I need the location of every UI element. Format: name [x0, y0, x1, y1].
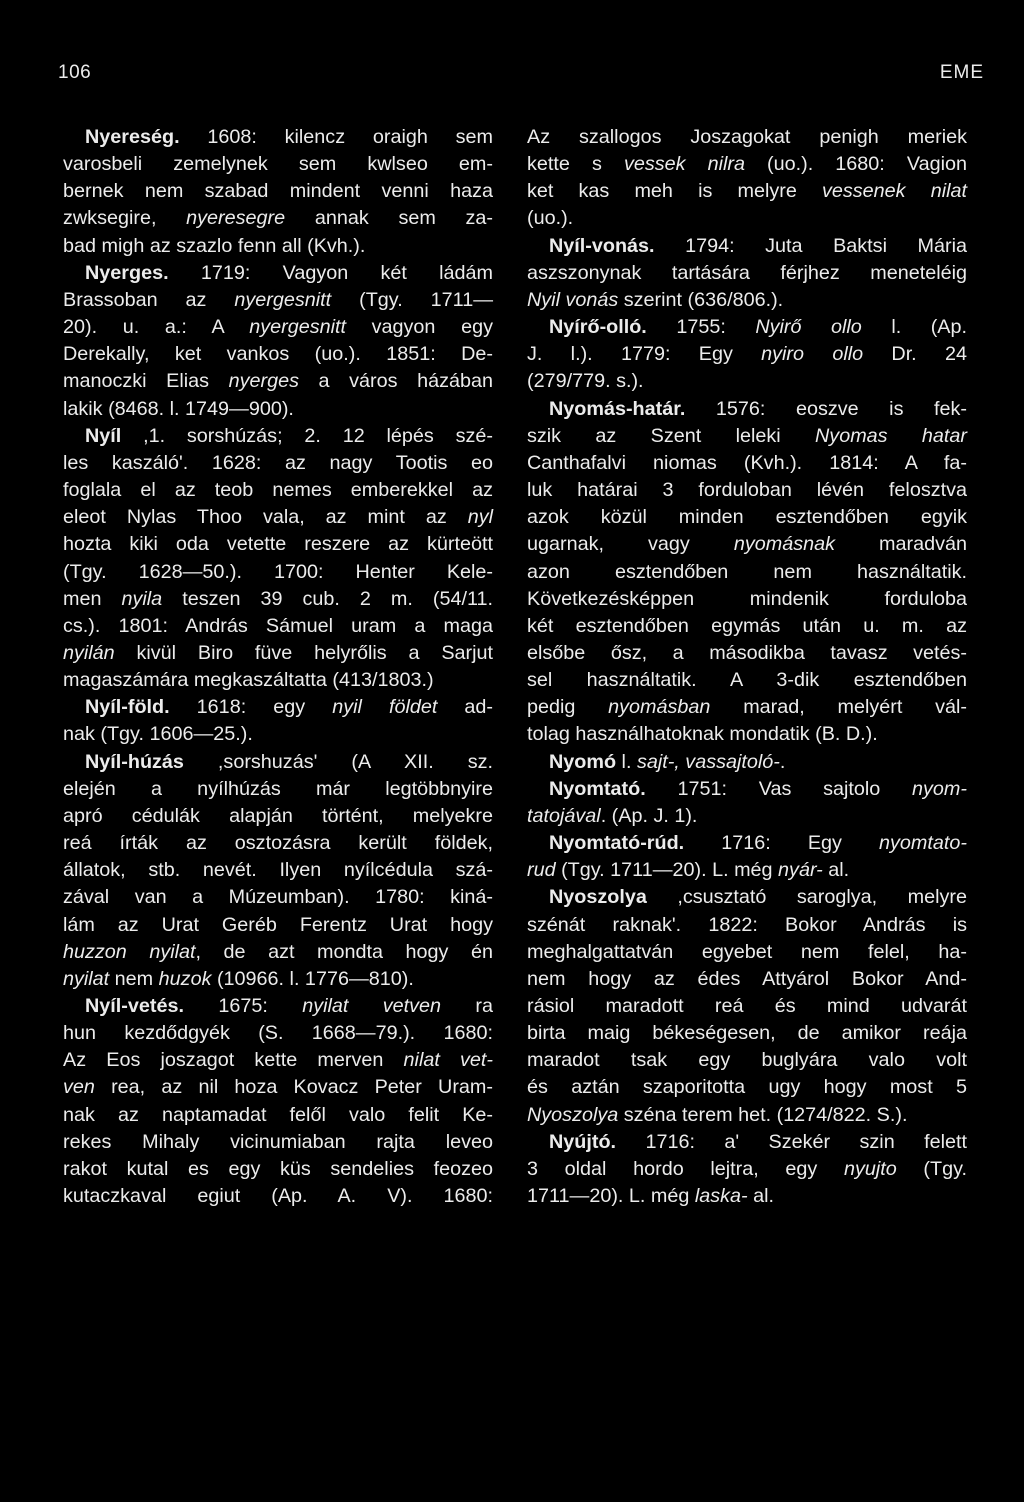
- text-line: [527, 966, 967, 993]
- text-run: rakot kutal es egy küs sendelies feozeo: [63, 1157, 493, 1180]
- text-run: (Tgy. 1711—: [331, 288, 493, 311]
- text-run: aszszonynak tartására férjhez meneteléig: [527, 261, 967, 284]
- text-run: maradot tsak egy buglyára valo volt: [527, 1049, 967, 1072]
- text-line: [63, 993, 493, 1020]
- text-line: [63, 667, 493, 694]
- text-run: Dr. 24: [863, 343, 967, 366]
- text-run: két esztendőben egymás után u. m. az: [527, 614, 967, 637]
- text-run: 1716: Egy: [684, 832, 880, 855]
- text-run: bad migh az szazlo fenn all (Kvh.).: [63, 234, 366, 257]
- italic-term: nyomásban: [608, 696, 711, 719]
- text-line: [527, 586, 967, 613]
- text-run: l.: [616, 750, 637, 773]
- entry-headword: Nyoszolya: [549, 886, 647, 909]
- text-line: [527, 559, 967, 586]
- text-line: [63, 260, 493, 287]
- text-run: magaszámára megkaszáltatta (413/1803.): [63, 669, 434, 692]
- text-run: rea, az nil hoza Kovacz Peter Uram-: [94, 1076, 493, 1099]
- text-line: [63, 613, 493, 640]
- italic-term: nyilat vetven: [302, 995, 442, 1017]
- text-line: [527, 1156, 967, 1183]
- text-run: l. (Ap.: [861, 316, 967, 339]
- text-line: [63, 830, 493, 857]
- italic-term: rud: [527, 859, 556, 882]
- text-run: elsőbe ősz, a másodikba tavasz vetés-: [527, 641, 967, 664]
- text-run: 1755:: [646, 316, 756, 339]
- italic-term: nyár-: [778, 859, 823, 882]
- italic-term: nyomtato-: [879, 832, 967, 855]
- text-run: vagyon egy: [345, 316, 493, 339]
- text-line: [527, 694, 967, 721]
- text-run: ad-: [437, 696, 493, 719]
- text-line: [63, 721, 493, 748]
- entry-headword: Nyomtató.: [549, 777, 646, 800]
- italic-term: Nyil vonás: [527, 288, 619, 311]
- text-run: zával van a Múzeumban). 1780: kiná-: [63, 886, 493, 909]
- italic-term: huzzon nyilat: [63, 940, 196, 963]
- text-line: [527, 1074, 967, 1101]
- text-line: [527, 803, 967, 830]
- text-run: 1608: kilencz oraigh sem: [179, 126, 493, 148]
- entry-headword: Nyíl-vetés.: [85, 995, 184, 1017]
- text-run: lám az Urat Geréb Ferentz Urat hogy: [63, 913, 493, 936]
- text-run: szénát raknak'. 1822: Bokor András is: [527, 913, 967, 936]
- italic-term: nyilán: [63, 641, 115, 664]
- text-run: ugarnak, vagy: [527, 533, 734, 556]
- text-run: Derekally, ket vankos (uo.). 1851: De-: [63, 343, 493, 366]
- text-run: men: [63, 587, 122, 610]
- text-line: [527, 884, 967, 911]
- text-run: 1618: egy: [169, 696, 333, 719]
- text-run: nem: [109, 967, 159, 990]
- text-line: [527, 1183, 967, 1210]
- text-run: szik az Szent leleki: [527, 424, 816, 447]
- right-column: [527, 124, 967, 1210]
- text-run: 20). u. a.: A: [63, 316, 250, 339]
- text-run: (279/779. s.).: [527, 370, 644, 393]
- text-run: ,1. sorshúzás; 2. 12 lépés szé-: [121, 424, 493, 447]
- text-line: [63, 396, 493, 423]
- text-line: [527, 287, 967, 314]
- text-line: [63, 477, 493, 504]
- text-line: [63, 640, 493, 667]
- text-run: kutaczkaval egiut (Ap. A. V). 1680:: [63, 1185, 493, 1208]
- entry-headword: Nyereség.: [85, 126, 180, 148]
- text-line: [63, 884, 493, 911]
- text-line: [527, 423, 967, 450]
- entry-headword: Nyíl-föld.: [85, 696, 170, 719]
- text-line: [527, 260, 967, 287]
- text-run: 1751: Vas sajtolo: [645, 777, 913, 800]
- text-run: hozta kiki oda vetette reszere az kürteött: [63, 533, 493, 556]
- text-line: [63, 586, 493, 613]
- text-run: (uo.).: [527, 207, 574, 230]
- text-run: ket kas meh is melyre: [527, 180, 822, 203]
- text-line: [527, 749, 967, 776]
- text-run: cs.). 1801: András Sámuel uram a maga: [63, 614, 493, 637]
- text-run: hun kezdődgyék (S. 1668—79.). 1680:: [63, 1022, 493, 1045]
- text-run: ,sorshuzás' (A XII. sz.: [183, 750, 493, 773]
- text-line: [527, 504, 967, 531]
- entry-headword: Nyíl-húzás: [85, 750, 184, 773]
- text-run: Az Eos joszagot kette merven: [63, 1049, 404, 1072]
- text-line: [63, 1183, 493, 1210]
- text-run: széna terem het. (1274/822. S.).: [618, 1103, 908, 1126]
- text-run: azok közül minden esztendőben egyik: [527, 506, 967, 529]
- text-run: kette s: [527, 153, 624, 176]
- text-run: pedig: [527, 696, 609, 719]
- text-line: [527, 450, 967, 477]
- text-line: [527, 151, 967, 178]
- italic-term: laska-: [694, 1185, 748, 1208]
- entry-headword: Nyírő-olló.: [549, 316, 647, 339]
- text-run: a város házában: [298, 370, 493, 393]
- italic-term: Nyomas hatar: [815, 424, 967, 447]
- text-run: meghalgattatván egyebet nem felel, ha-: [527, 940, 967, 963]
- text-run: eleot Nylas Thoo vala, az mint az: [63, 506, 468, 529]
- text-run: apró cédulák alapján történt, melyekre: [63, 804, 493, 827]
- text-run: . (Ap. J. 1).: [600, 804, 698, 827]
- text-line: [63, 341, 493, 368]
- entry-headword: Nyomó: [549, 750, 617, 773]
- italic-term: nilat vet-: [403, 1049, 493, 1072]
- italic-term: nyergesnitt: [249, 316, 346, 339]
- text-line: [63, 151, 493, 178]
- text-line: [527, 830, 967, 857]
- text-run: (Tgy. 1711—20). L. még: [555, 859, 779, 882]
- italic-term: vessenek nilat: [822, 180, 967, 203]
- text-line: [63, 966, 493, 993]
- text-run: bernek nem szabad mindent venni haza: [63, 180, 493, 203]
- italic-term: Nyoszolya: [527, 1103, 619, 1126]
- italic-term: nyil földet: [332, 696, 438, 719]
- text-run: Canthafalvi niomas (Kvh.). 1814: A fa-: [527, 451, 967, 474]
- text-line: [63, 912, 493, 939]
- italic-term: huzok: [158, 967, 212, 990]
- text-line: [527, 178, 967, 205]
- italic-term: nyomásnak: [733, 533, 835, 556]
- italic-term: nyergesnitt: [234, 288, 332, 311]
- text-run: ,csusztató saroglya, melyre: [646, 886, 967, 909]
- text-line: [527, 1102, 967, 1129]
- entry-headword: Nyújtó.: [549, 1130, 617, 1153]
- text-run: lakik (8468. l. 1749—900).: [63, 397, 294, 420]
- text-run: foglala el az teob nemes emberekkel az: [63, 479, 493, 502]
- text-line: [63, 531, 493, 558]
- text-run: Következésképpen mindenik forduloba: [527, 587, 967, 610]
- text-run: (uo.). 1680: Vagion: [744, 153, 967, 176]
- text-line: [527, 640, 967, 667]
- text-run: reá írták az osztozásra került földek,: [63, 832, 493, 855]
- text-line: [527, 613, 967, 640]
- text-run: .: [779, 750, 786, 773]
- entry-headword: Nyomtató-rúd.: [549, 832, 685, 855]
- text-run: sel használtatik. A 3-dik esztendőben: [527, 669, 967, 692]
- text-run: J. l.). 1779: Egy: [527, 343, 762, 366]
- text-line: [527, 912, 967, 939]
- text-line: [63, 450, 493, 477]
- text-line: [63, 694, 493, 721]
- italic-term: ven: [63, 1076, 95, 1099]
- text-run: és aztán szaporitotta ugy hogy most 5: [527, 1076, 967, 1099]
- text-run: nak az naptamadat felől valo felit Ke-: [63, 1103, 493, 1126]
- text-run: annak sem za-: [285, 207, 494, 230]
- text-run: manoczki Elias: [63, 370, 229, 393]
- text-run: rekes Mihaly vicinumiaban rajta leveo: [63, 1130, 493, 1153]
- text-run: állatok, stb. nevét. Ilyen nyílcédula szá-: [63, 859, 493, 882]
- text-run: (Tgy.: [896, 1157, 967, 1180]
- text-run: les kaszáló'. 1628: az nagy Tootis eo: [63, 451, 493, 474]
- text-run: 1716: a' Szekér szin felett: [616, 1130, 967, 1153]
- text-run: tolag használhatoknak mondatik (B. D.).: [527, 723, 878, 746]
- text-line: [63, 939, 493, 966]
- text-line: [527, 1047, 967, 1074]
- text-run: al.: [822, 859, 850, 882]
- italic-term: sajt-, vassajtoló-: [636, 750, 780, 773]
- italic-term: nyiro ollo: [761, 343, 864, 366]
- text-run: nak (Tgy. 1606—25.).: [63, 723, 253, 746]
- text-run: , de azt mondta hogy én: [195, 940, 493, 963]
- page-number: 106: [58, 62, 92, 83]
- text-line: [527, 531, 967, 558]
- italic-term: nyilat: [63, 967, 110, 990]
- text-line: [63, 1129, 493, 1156]
- text-run: marad, melyért vál-: [710, 696, 967, 719]
- italic-term: nyl: [467, 506, 493, 529]
- text-line: [527, 1129, 967, 1156]
- text-run: 1794: Juta Baktsi Mária: [654, 234, 967, 257]
- text-line: [527, 857, 967, 884]
- text-line: [63, 559, 493, 586]
- text-line: [527, 667, 967, 694]
- text-run: (10966. l. 1776—810).: [211, 967, 414, 990]
- text-run: 3 oldal hordo lejtra, egy: [527, 1157, 844, 1180]
- text-line: [63, 314, 493, 341]
- text-run: maradván: [835, 533, 967, 556]
- text-line: [63, 178, 493, 205]
- text-run: 1719: Vagyon két ládám: [168, 261, 493, 284]
- text-line: [63, 1020, 493, 1047]
- text-line: [527, 993, 967, 1020]
- italic-term: nyom-: [912, 777, 967, 800]
- text-line: [63, 287, 493, 314]
- entry-headword: Nyomás-határ.: [549, 397, 686, 420]
- text-line: [527, 477, 967, 504]
- text-line: [527, 314, 967, 341]
- text-line: [63, 205, 493, 232]
- text-line: [527, 341, 967, 368]
- text-run: (Tgy. 1628—50.). 1700: Henter Kele-: [63, 560, 493, 583]
- italic-term: Nyirő ollo: [755, 316, 862, 339]
- text-run: varosbeli zemelynek sem kwlseo em-: [63, 153, 493, 176]
- text-line: [527, 721, 967, 748]
- italic-term: nyila: [121, 587, 163, 610]
- text-line: [63, 1156, 493, 1183]
- text-line: [63, 233, 493, 260]
- text-run: teszen 39 cub. 2 m. (54/11.: [162, 587, 493, 610]
- italic-term: vessek nilra: [623, 153, 745, 176]
- text-line: [527, 368, 967, 395]
- text-line: [527, 233, 967, 260]
- running-head: EME: [939, 62, 984, 83]
- text-line: [63, 368, 493, 395]
- text-line: [527, 124, 967, 151]
- text-run: 1675:: [183, 995, 303, 1017]
- text-line: [63, 124, 493, 151]
- text-line: [527, 205, 967, 232]
- text-run: Az szallogos Joszagokat penigh meriek: [527, 126, 967, 148]
- text-line: [63, 1102, 493, 1129]
- text-run: 1576: eoszve is fek-: [685, 397, 967, 420]
- text-run: birta maig békeségesen, de amikor reája: [527, 1022, 967, 1045]
- text-run: nem hogy az édes Attyárol Bokor And-: [527, 967, 967, 990]
- text-run: szerint (636/806.).: [618, 288, 784, 311]
- text-line: [527, 939, 967, 966]
- entry-headword: Nyíl: [85, 424, 122, 447]
- text-run: Brassoban az: [63, 288, 235, 311]
- text-run: luk határai 3 forduloban lévén felosztva: [527, 479, 967, 502]
- text-line: [63, 749, 493, 776]
- text-run: zwksegire,: [63, 207, 187, 230]
- text-line: [63, 1047, 493, 1074]
- text-line: [63, 504, 493, 531]
- text-line: [527, 776, 967, 803]
- text-run: rásiol maradott reá és mind udvarát: [527, 995, 967, 1017]
- italic-term: nyerges: [228, 370, 299, 393]
- text-line: [63, 857, 493, 884]
- text-run: 1711—20). L. még: [527, 1185, 695, 1208]
- entry-headword: Nyerges.: [85, 261, 169, 284]
- italic-term: tatojával: [527, 804, 601, 827]
- text-line: [63, 803, 493, 830]
- italic-term: nyujto: [843, 1157, 897, 1180]
- text-run: al.: [747, 1185, 775, 1208]
- text-line: [63, 423, 493, 450]
- text-line: [527, 1020, 967, 1047]
- entry-headword: Nyíl-vonás.: [549, 234, 655, 257]
- text-run: kivül Biro füve helyrőlis a Sarjut: [114, 641, 493, 664]
- text-line: [63, 776, 493, 803]
- text-run: elején a nyílhúzás már legtöbbnyire: [63, 777, 493, 800]
- text-line: [527, 396, 967, 423]
- text-run: ra: [441, 995, 493, 1017]
- text-line: [63, 1074, 493, 1101]
- text-run: azon esztendőben nem használtatik.: [527, 560, 967, 583]
- italic-term: nyeresegre: [186, 207, 286, 230]
- left-column: [63, 124, 493, 1210]
